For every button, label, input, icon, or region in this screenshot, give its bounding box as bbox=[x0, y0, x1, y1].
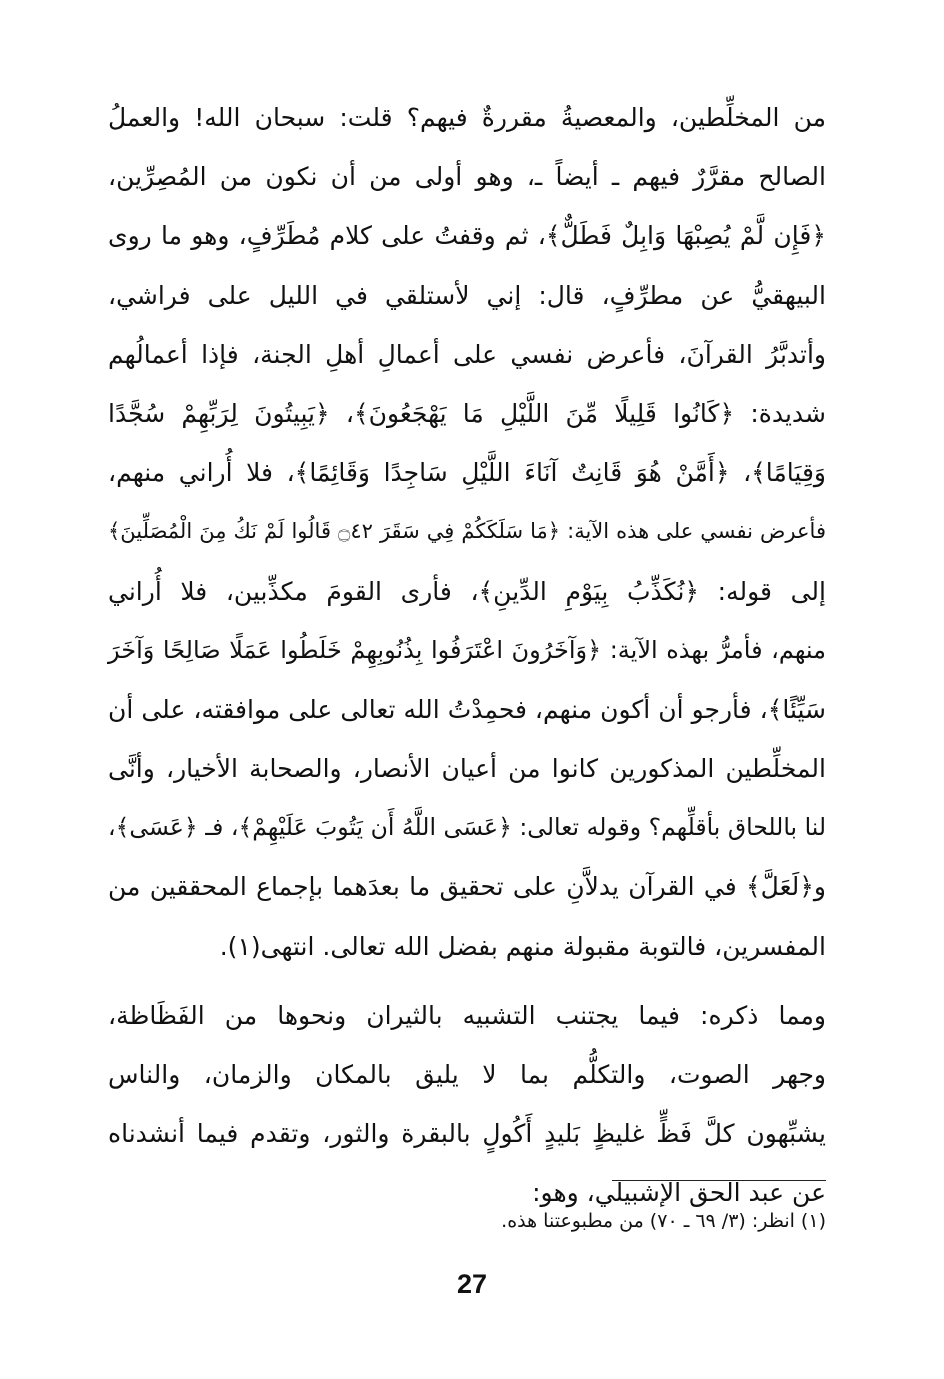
page-number: 27 bbox=[456, 1269, 488, 1299]
text-line: البيهقيُّ عن مطرِّفٍ، قال: إني لأستلقي في الليل على فراشي، bbox=[108, 280, 826, 310]
text-line: سَيِّئًا﴾، فأرجو أن أكون منهم، فحمِدْتُ الله تعالى على موافقته، على أن bbox=[108, 694, 826, 724]
text-line: المفسرين، فالتوبة مقبولة منهم بفضل الله تعالى. انتهى(١). bbox=[219, 931, 826, 961]
paragraph-2 bbox=[108, 986, 826, 1223]
text-line: من المخلِّطين، والمعصيةُ مقررةٌ فيهم؟ قلت: سبحان الله! والعملُ bbox=[108, 103, 826, 132]
text-line: ﴿فَإِن لَّمْ يُصِبْهَا وَابِلٌ فَطَلٌّ﴾، ثم وقفتُ على كلام مُطَرِّفٍ، وهو ما روى bbox=[108, 221, 826, 251]
text-line: يشبِّهون كلَّ فَظٍّ غليظٍ بَليدٍ أَكُولٍ بالبقرة والثور، وتقدم فيما أنشدناه bbox=[108, 1119, 826, 1149]
text-line: عن عبد الحق الإشبيلي، وهو: bbox=[532, 1178, 826, 1208]
footnote-divider bbox=[612, 1180, 826, 1181]
text-line: لنا باللحاق بأقلِّهم؟ وقوله تعالى: ﴿عَسَى اللَّهُ أَن يَتُوبَ عَلَيْهِمْ﴾، فـ ﴿عَسَى﴾، bbox=[108, 813, 826, 842]
main-text bbox=[108, 88, 826, 1223]
text-line: و﴿لَعَلَّ﴾ في القرآن يدلاَّنِ على تحقيق ما بعدَهما بإجماع المحققين من bbox=[108, 872, 826, 902]
text-line: وأتدبَّرُ القرآنَ، فأعرض نفسي على أعمالِ أهلِ الجنة، فإذا أعمالُهم bbox=[108, 339, 826, 369]
text-line: ومما ذكره: فيما يجتنب التشبيه بالثيران ونحوها من الفَظَاظة، bbox=[108, 1000, 826, 1030]
paragraph-1 bbox=[108, 88, 826, 976]
text-line: إلى قوله: ﴿نُكَذِّبُ بِيَوْمِ الدِّينِ﴾، فأرى القومَ مكذِّبين، فلا أُراني bbox=[108, 576, 826, 606]
text-line: وجهر الصوت، والتكلُّم بما لا يليق بالمكان والزمان، والناس bbox=[108, 1060, 826, 1089]
text-line: شديدة: ﴿كَانُوا قَلِيلًا مِّنَ اللَّيْلِ مَا يَهْجَعُونَ﴾، ﴿يَبِيتُونَ لِرَبِّهِمْ سُجَّدًا bbox=[108, 398, 826, 428]
text-line: فأعرض نفسي على هذه الآية: ﴿مَا سَلَكَكُمْ فِي سَقَرَ ۝٤٢ قَالُوا لَمْ نَكُ مِنَ الْمُصَلِّينَ﴾ bbox=[108, 519, 826, 544]
text-line: الصالح مقرَّرٌ فيهم ـ أيضاً ـ، وهو أولى من أن نكون من المُصِرِّين، bbox=[108, 162, 826, 192]
text-line: المخلِّطين المذكورين كانوا من أعيان الأنصار، والصحابة الأخيار، وأنَّى bbox=[108, 754, 826, 784]
text-line: وَقِيَامًا﴾، ﴿أَمَّنْ هُوَ قَانِتٌ آنَاءَ اللَّيْلِ سَاجِدًا وَقَائِمًا﴾، فلا أُراني منهم، bbox=[108, 458, 826, 488]
footnote: (١) انظر: (٣/ ٦٩ ـ ٧٠) من مطبوعتنا هذه. bbox=[501, 1210, 826, 1232]
text-line: منهم، فأمرُّ بهذه الآية: ﴿وَآخَرُونَ اعْتَرَفُوا بِذُنُوبِهِمْ خَلَطُوا عَمَلًا صَالِحًا وَآخَرَ bbox=[108, 635, 826, 664]
